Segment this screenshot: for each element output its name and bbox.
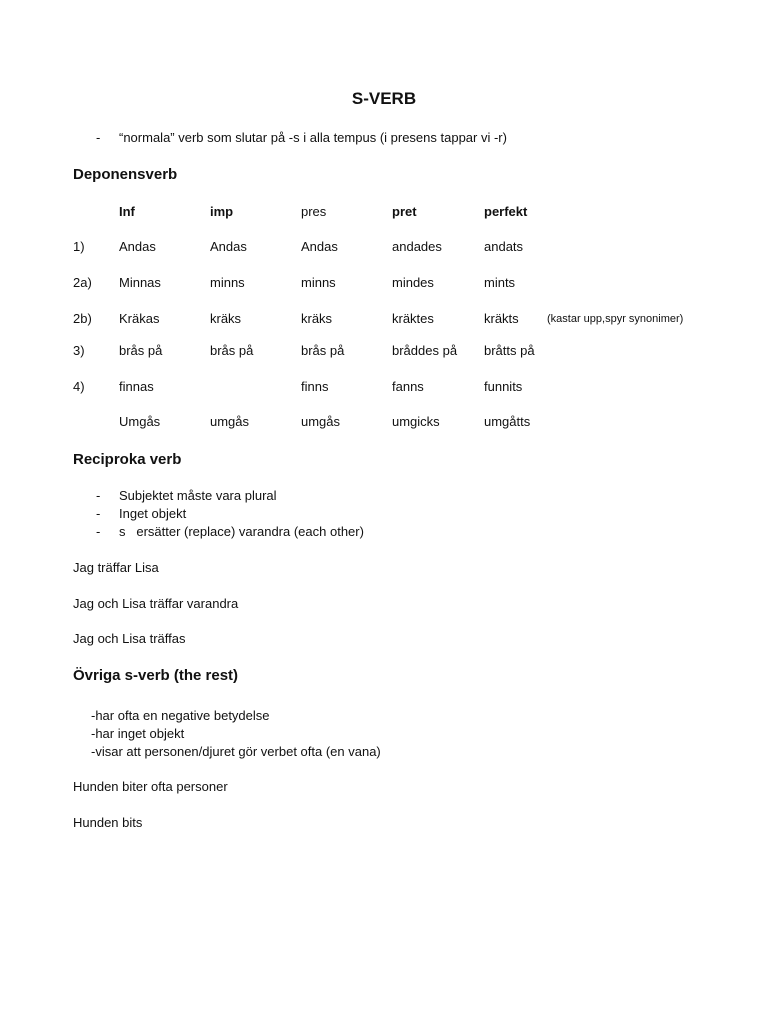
reciproka-heading: Reciproka verb <box>73 451 182 468</box>
table-cell: Kräkas <box>119 311 160 326</box>
table-cell: Andas <box>301 239 338 254</box>
intro-dash: - <box>96 130 101 145</box>
table-cell: umgås <box>210 414 250 429</box>
intro-text: “normala” verb som slutar på -s i alla tempus (i presens tappar vi -r) <box>119 130 507 145</box>
table-cell: bråddes på <box>392 343 458 358</box>
ovriga-heading: Övriga s-verb (the rest) <box>73 667 239 684</box>
table-cell: kräks <box>301 311 333 326</box>
table-cell: minns <box>210 275 245 290</box>
table-cell: funnits <box>484 379 523 394</box>
table-cell: brås på <box>301 343 345 358</box>
table-cell: brås på <box>210 343 254 358</box>
table-cell: brås på <box>119 343 163 358</box>
ovriga-line: -visar att personen/djuret gör verbet ofta (en vana) <box>91 744 381 759</box>
list-item: s ersätter (replace) varandra (each other) <box>119 524 364 539</box>
list-item: Subjektet måste vara plural <box>119 488 277 503</box>
row-number: 3) <box>73 343 85 358</box>
table-cell: finns <box>301 379 329 394</box>
example-sentence: Hunden biter ofta personer <box>73 779 228 794</box>
table-cell: Andas <box>119 239 156 254</box>
list-dash: - <box>96 506 101 521</box>
example-sentence: Hunden bits <box>73 815 143 830</box>
column-header-inf: Inf <box>119 204 135 219</box>
table-cell: Minnas <box>119 275 161 290</box>
table-cell: mints <box>484 275 516 290</box>
ovriga-line: -har inget objekt <box>91 726 185 741</box>
row-number: 2b) <box>73 311 92 326</box>
table-cell: minns <box>301 275 336 290</box>
column-header-imp: imp <box>210 204 234 219</box>
page-title: S-VERB <box>351 89 417 108</box>
table-cell: kräkts <box>484 311 519 326</box>
column-header-pres: pres <box>301 204 327 219</box>
table-cell: Andas <box>210 239 247 254</box>
table-cell: kräktes <box>392 311 434 326</box>
table-cell: fanns <box>392 379 424 394</box>
table-cell: bråtts på <box>484 343 535 358</box>
row-number: 2a) <box>73 275 92 290</box>
table-cell: andades <box>392 239 442 254</box>
table-cell: mindes <box>392 275 434 290</box>
row-number: 4) <box>73 379 85 394</box>
list-dash: - <box>96 488 101 503</box>
table-cell: andats <box>484 239 524 254</box>
table-cell: Umgås <box>119 414 161 429</box>
ovriga-line: -har ofta en negative betydelse <box>91 708 270 723</box>
table-cell: umgåtts <box>484 414 531 429</box>
table-cell: finnas <box>119 379 154 394</box>
deponens-heading: Deponensverb <box>73 166 178 183</box>
table-cell: kräks <box>210 311 242 326</box>
row-number: 1) <box>73 239 85 254</box>
example-sentence: Jag och Lisa träffas <box>73 631 186 646</box>
table-cell: umgicks <box>392 414 440 429</box>
column-header-perfekt: perfekt <box>484 204 528 219</box>
column-header-pret: pret <box>392 204 417 219</box>
example-sentence: Jag träffar Lisa <box>73 560 159 575</box>
row-note: (kastar upp,spyr synonimer) <box>547 313 684 325</box>
example-sentence: Jag och Lisa träffar varandra <box>73 596 239 611</box>
table-cell: umgås <box>301 414 341 429</box>
list-item: Inget objekt <box>119 506 187 521</box>
list-dash: - <box>96 524 101 539</box>
